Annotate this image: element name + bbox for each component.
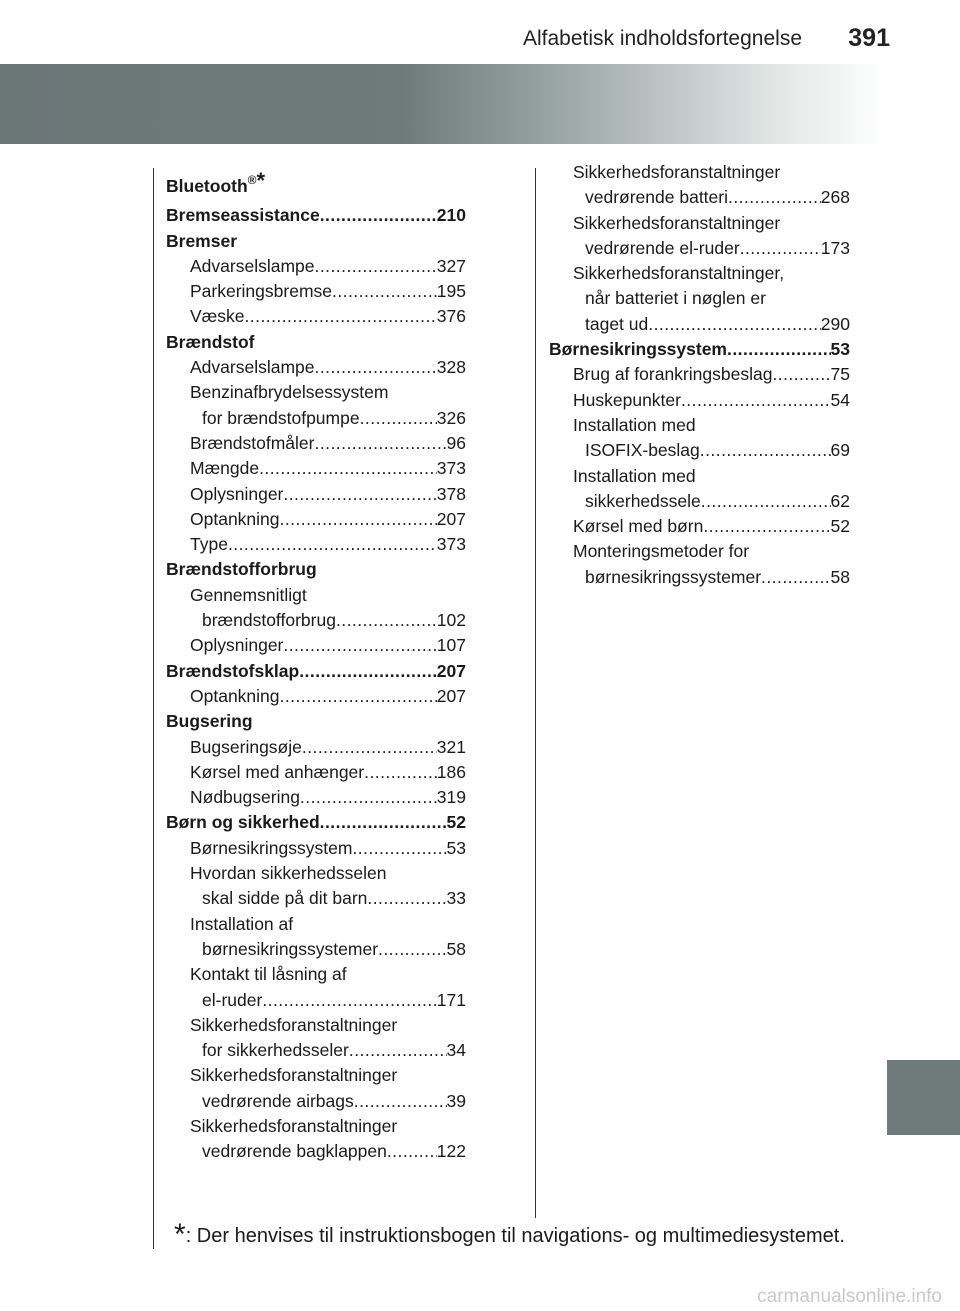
index-page-number: 321: [436, 736, 466, 757]
index-page-number: 376: [436, 306, 466, 327]
index-subentry: [549, 286, 850, 311]
index-subentry: [166, 760, 466, 785]
index-label: for brændstofpumpe: [202, 407, 360, 428]
index-label: Type: [190, 534, 228, 555]
index-page-number: 107: [436, 635, 466, 656]
dot-leader: [315, 355, 437, 380]
dot-leader: [728, 185, 821, 210]
index-label: Sikkerhedsforanstaltninger: [573, 212, 781, 233]
index-label: skal sidde på dit barn: [202, 888, 368, 909]
index-entry: [166, 203, 466, 228]
index-label: Optankning: [190, 508, 280, 529]
index-subentry: [166, 583, 466, 608]
index-page-number: 171: [436, 989, 466, 1010]
index-page-number: 195: [436, 281, 466, 302]
dot-leader: [648, 312, 821, 337]
index-page-number: 319: [436, 787, 466, 808]
index-subentry: [549, 464, 850, 489]
index-column-left: [166, 160, 466, 1165]
index-page-number: 326: [436, 407, 466, 428]
index-label: Oplysninger: [190, 483, 284, 504]
index-label: Bremseassistance: [166, 205, 320, 226]
index-label: Huskepunkter: [573, 389, 681, 410]
dot-leader: [360, 406, 437, 431]
index-label: Mængde: [190, 458, 260, 479]
index-page-number: 373: [436, 458, 466, 479]
index-subentry: [166, 406, 466, 431]
index-label: børnesikringssystemer: [202, 938, 379, 959]
index-label: Bugseringsøje: [190, 736, 302, 757]
index-subentry: [166, 1139, 466, 1164]
index-page-number: 75: [830, 364, 850, 385]
dot-leader: [299, 659, 437, 684]
page-number: 391: [848, 24, 890, 52]
index-subentry: [549, 514, 850, 539]
index-label: Brændstofmåler: [190, 432, 315, 453]
index-label: Monteringsmetoder for: [573, 541, 750, 562]
index-subentry: [549, 261, 850, 286]
index-page-number: 58: [446, 938, 466, 959]
index-page-number: 33: [446, 888, 466, 909]
header-banner: [0, 64, 960, 144]
index-subentry: [166, 532, 466, 557]
index-label: Bremser: [166, 230, 238, 251]
index-page-number: 378: [436, 483, 466, 504]
left-divider: [153, 168, 154, 1249]
index-label: el-ruder: [202, 989, 263, 1010]
index-label: Installation af: [190, 913, 294, 934]
dot-leader: [387, 1139, 437, 1164]
index-page-number: 327: [436, 255, 466, 276]
index-subentry: [166, 1013, 466, 1038]
dot-leader: [280, 684, 437, 709]
section-side-tab: [887, 1060, 960, 1135]
index-label: Bluetooth: [166, 176, 248, 196]
index-page-number: 173: [820, 237, 850, 258]
index-subentry: [549, 211, 850, 236]
footnote: [174, 1218, 845, 1252]
index-subentry: [166, 1038, 466, 1063]
index-page-number: 207: [436, 685, 466, 706]
index-label: Nødbugsering: [190, 787, 300, 808]
index-page-number: 54: [830, 389, 850, 410]
index-page-number: 62: [830, 490, 850, 511]
index-page-number: 52: [830, 516, 850, 537]
index-label: Sikkerhedsforanstaltninger: [190, 1065, 398, 1086]
dot-leader: [302, 735, 437, 760]
index-subentry: [166, 431, 466, 456]
index-page-number: 290: [820, 313, 850, 334]
index-page-number: 96: [446, 432, 466, 453]
index-subentry: [166, 456, 466, 481]
index-page-number: 53: [830, 339, 850, 360]
index-label: Advarselslampe: [190, 255, 315, 276]
index-label: Installation med: [573, 465, 696, 486]
dot-leader: [259, 456, 437, 481]
page-header: [0, 0, 960, 60]
index-page-number: 268: [820, 187, 850, 208]
index-label: ISOFIX-beslag: [585, 440, 700, 461]
index-label: når batteriet i nøglen er: [585, 288, 766, 309]
index-label: vedrørende batteri: [585, 187, 728, 208]
index-subentry: [166, 988, 466, 1013]
index-subentry: [549, 489, 850, 514]
index-subentry: [549, 236, 850, 261]
index-subentry: [166, 355, 466, 380]
dot-leader: [300, 785, 437, 810]
index-subentry: [166, 912, 466, 937]
index-label: Brændstof: [166, 331, 255, 352]
index-label: Sikkerhedsforanstaltninger: [190, 1014, 398, 1035]
index-page-number: 52: [446, 812, 466, 833]
index-label: vedrørende airbags: [202, 1090, 354, 1111]
column-divider: [535, 168, 536, 1218]
index-subentry: [166, 962, 466, 987]
index-label: Kørsel med børn: [573, 516, 704, 537]
index-entry: [166, 810, 466, 835]
dot-leader: [280, 507, 437, 532]
dot-leader: [364, 760, 437, 785]
index-subentry: [166, 937, 466, 962]
index-label: Oplysninger: [190, 635, 284, 656]
dot-leader: [315, 254, 437, 279]
footnote-star: *: [174, 1218, 186, 1251]
index-label: Brændstofforbrug: [166, 559, 317, 580]
index-label: brændstofforbrug: [202, 610, 336, 631]
index-subentry: [166, 482, 466, 507]
index-label: Kontakt til låsning af: [190, 964, 347, 985]
index-label: Sikkerhedsforanstaltninger: [190, 1115, 398, 1136]
index-page-number: 186: [436, 761, 466, 782]
index-heading: [166, 229, 466, 254]
dot-leader: [283, 633, 436, 658]
index-heading: [166, 168, 466, 199]
index-heading: [166, 709, 466, 734]
dot-leader: [727, 337, 831, 362]
dot-leader: [378, 937, 447, 962]
dot-leader: [703, 514, 830, 539]
index-subentry: [166, 304, 466, 329]
dot-leader: [681, 388, 831, 413]
dot-leader: [315, 431, 447, 456]
index-label: Advarselslampe: [190, 357, 315, 378]
dot-leader: [244, 304, 436, 329]
index-label: Væske: [190, 306, 245, 327]
index-label: for sikkerhedsseler: [202, 1040, 349, 1061]
index-subentry: [166, 1089, 466, 1114]
index-label: børnesikringssystemer: [585, 566, 762, 587]
dot-leader: [761, 565, 831, 590]
index-subentry: [166, 279, 466, 304]
index-label: Børnesikringssystem: [549, 339, 727, 360]
index-entry: [549, 337, 850, 362]
index-page-number: 102: [436, 610, 466, 631]
index-subentry: [549, 413, 850, 438]
dot-leader: [700, 438, 831, 463]
index-heading: [166, 330, 466, 355]
index-label: Sikkerhedsforanstaltninger,: [573, 263, 785, 284]
index-page-number: 210: [436, 205, 466, 226]
index-page-number: 373: [436, 534, 466, 555]
index-label: taget ud: [585, 313, 649, 334]
dot-leader: [772, 362, 830, 387]
index-page-number: 328: [436, 357, 466, 378]
index-subentry: [549, 565, 850, 590]
index-label: Kørsel med anhænger: [190, 761, 365, 782]
index-label: vedrørende el-ruder: [585, 237, 740, 258]
index-label: Børn og sikkerhed: [166, 812, 320, 833]
index-page-number: 58: [830, 566, 850, 587]
index-label: Bugsering: [166, 711, 253, 732]
page-title: Alfabetisk indholdsfortegnelse: [522, 27, 802, 50]
index-subentry: [166, 836, 466, 861]
dot-leader: [740, 236, 821, 261]
dot-leader: [320, 203, 437, 228]
dot-leader: [349, 1038, 447, 1063]
index-page-number: 53: [446, 837, 466, 858]
index-label: Brug af forankringsbeslag: [573, 364, 773, 385]
index-entry: [166, 659, 466, 684]
dot-leader: [354, 1089, 447, 1114]
index-subentry: [549, 160, 850, 185]
dot-leader: [332, 279, 437, 304]
index-page-number: 207: [436, 508, 466, 529]
watermark: carmanualsonline.info: [757, 1286, 942, 1307]
index-subentry: [166, 254, 466, 279]
index-label: Installation med: [573, 414, 696, 435]
dot-leader: [262, 988, 436, 1013]
index-subentry: [549, 539, 850, 564]
index-page-number: 39: [446, 1090, 466, 1111]
index-label: Brændstofsklap: [166, 660, 300, 681]
footnote-text: : Der henvises til instruktionsbogen til navigations- og multimediesystemet.: [185, 1225, 845, 1247]
index-label: Børnesikringssystem: [190, 837, 353, 858]
index-subentry: [166, 684, 466, 709]
index-subentry: [166, 735, 466, 760]
index-subentry: [549, 388, 850, 413]
dot-leader: [228, 532, 437, 557]
footnote-star-marker: *: [256, 168, 266, 193]
index-subentry: [166, 861, 466, 886]
index-label: Hvordan sikkerhedsselen: [190, 863, 387, 884]
index-label: sikkerhedssele: [585, 490, 701, 511]
dot-leader: [283, 482, 436, 507]
dot-leader: [336, 608, 437, 633]
index-page-number: 69: [830, 440, 850, 461]
index-subentry: [166, 633, 466, 658]
dot-leader: [701, 489, 831, 514]
index-subentry: [166, 380, 466, 405]
index-column-right: [549, 160, 850, 590]
index-subentry: [166, 608, 466, 633]
index-subentry: [166, 507, 466, 532]
index-subentry: [549, 185, 850, 210]
index-subentry: [166, 1114, 466, 1139]
index-subentry: [549, 438, 850, 463]
index-subentry: [549, 312, 850, 337]
index-label: Benzinafbrydelsessystem: [190, 382, 389, 403]
registered-mark: ®: [247, 173, 257, 187]
index-page-number: 122: [436, 1141, 466, 1162]
index-subentry: [166, 785, 466, 810]
dot-leader: [367, 886, 446, 911]
index-subentry: [166, 1063, 466, 1088]
index-label: vedrørende bagklappen: [202, 1141, 387, 1162]
index-page-number: 207: [436, 660, 466, 681]
index-heading: [166, 557, 466, 582]
dot-leader: [320, 810, 447, 835]
index-label: Gennemsnitligt: [190, 584, 307, 605]
index-subentry: [549, 362, 850, 387]
dot-leader: [352, 836, 446, 861]
index-subentry: [166, 886, 466, 911]
index-label: Optankning: [190, 685, 280, 706]
index-label: Sikkerhedsforanstaltninger: [573, 162, 781, 182]
index-page-number: 34: [446, 1040, 466, 1061]
index-label: Parkeringsbremse: [190, 281, 332, 302]
